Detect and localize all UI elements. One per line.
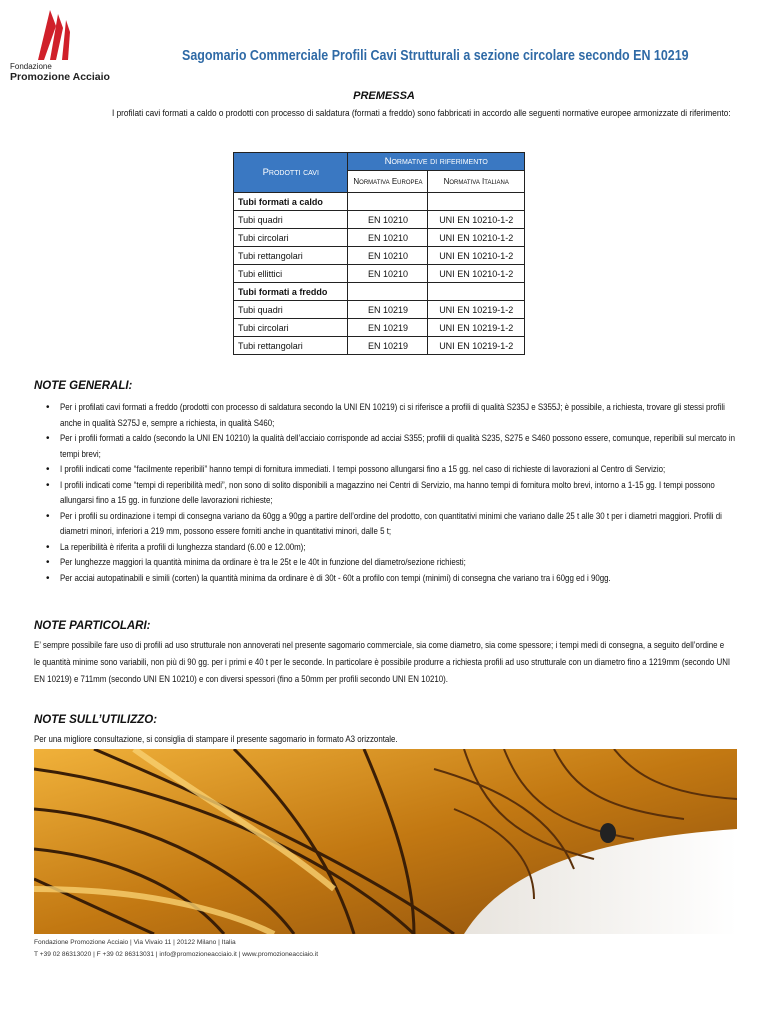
table-group-row: [234, 193, 525, 211]
product-cell: Tubi rettangolari: [234, 337, 348, 355]
group-label: Tubi formati a freddo: [234, 283, 348, 301]
table-row: [234, 265, 525, 283]
list-item-text: Per i profili su ordinazione i tempi di consegna variano da 60gg a 90gg a partire dell’ordine del prodotto, con quantitativi minimi che variano dalle 25 t alle 30 t per i diametri maggiori. Profili di diametri minori, inferiori a 219 mm, possono essere forniti anche in quantitativi minori, dalle 5 t;: [60, 510, 722, 536]
footer-address: Fondazione Promozione Acciaio | Via Vivaio 11 | 20122 Milano | Italia: [34, 939, 236, 946]
it-norm-cell: UNI EN 10219-1-2: [428, 337, 525, 355]
page-title: Sagomario Commerciale Profili Cavi Strutturali a sezione circolare secondo EN 10219: [182, 48, 689, 64]
subheader-eu: Normativa Europea: [348, 171, 428, 193]
eu-norm-cell: EN 10219: [348, 337, 428, 355]
it-norm-cell: UNI EN 10210-1-2: [428, 229, 525, 247]
note-utilizzo-text: [34, 734, 457, 744]
header-products: Prodotti cavi: [234, 153, 348, 193]
table-row: [234, 301, 525, 319]
list-item: [46, 555, 746, 571]
list-item-text: Per i profili formati a caldo (secondo la UNI EN 10210) la qualità dell’acciaio corrisponde ad acciai S355; profili di qualità S235, S275 e S460 possono essere, comunque, reperibili sul mercato in tempi brevi;: [60, 433, 736, 459]
logo-text-line2: Promozione Acciaio: [10, 71, 110, 83]
table-row: [234, 319, 525, 337]
list-item: [46, 478, 746, 509]
product-cell: Tubi rettangolari: [234, 247, 348, 265]
logo-text-line1: Fondazione: [10, 62, 52, 71]
eu-norm-cell: EN 10210: [348, 247, 428, 265]
product-cell: Tubi circolari: [234, 229, 348, 247]
product-cell: Tubi ellittici: [234, 265, 348, 283]
it-norm-cell: UNI EN 10210-1-2: [428, 265, 525, 283]
norms-table: [233, 152, 525, 355]
empty-cell: [348, 283, 428, 301]
list-item: [46, 509, 746, 540]
list-item-text: I profili indicati come “tempi di reperibilità medi”, non sono di solito disponibili a magazzino nei Centri di Servizio, ma hanno tempi di fornitura molto brevi, intorno a 1-15 gg. I tempi possono allungarsi fino a 15 gg. in funzione delle lavorazioni richieste;: [60, 479, 715, 505]
eu-norm-cell: EN 10219: [348, 319, 428, 337]
eu-norm-cell: EN 10210: [348, 265, 428, 283]
note-particolari-heading: NOTE PARTICOLARI:: [34, 620, 151, 632]
footer-contacts: T +39 02 86313020 | F +39 02 86313031 | info@promozioneacciaio.it | www.promozioneacciaio.it: [34, 951, 319, 958]
table-row: [234, 229, 525, 247]
table-header-row: [234, 153, 525, 171]
logo: [10, 8, 110, 83]
table-row: [234, 247, 525, 265]
premessa-heading: PREMESSA: [353, 90, 415, 102]
logo-mark-icon: [36, 8, 80, 60]
empty-cell: [428, 283, 525, 301]
group-label: Tubi formati a caldo: [234, 193, 348, 211]
list-item: [46, 431, 746, 462]
eu-norm-cell: EN 10210: [348, 229, 428, 247]
it-norm-cell: UNI EN 10219-1-2: [428, 301, 525, 319]
list-item: [46, 462, 746, 478]
note-particolari-text: [34, 637, 734, 688]
empty-cell: [348, 193, 428, 211]
it-norm-cell: UNI EN 10210-1-2: [428, 211, 525, 229]
table-body: [234, 193, 525, 355]
note-generali-heading: NOTE GENERALI:: [34, 380, 133, 392]
list-item-text: Per acciai autopatinabili e simili (corten) la quantità minima da ordinare è di 30t - 60t a profilo con tempi (minimi) di consegna che variano tra i 60gg ed i 90gg.: [60, 572, 611, 583]
empty-cell: [428, 193, 525, 211]
header-norms: Normative di riferimento: [348, 153, 525, 171]
it-norm-cell: UNI EN 10210-1-2: [428, 247, 525, 265]
list-item: [46, 400, 746, 431]
table-row: [234, 211, 525, 229]
note-utilizzo-heading: NOTE SULL’UTILIZZO:: [34, 714, 158, 726]
list-item: [46, 571, 746, 587]
eu-norm-cell: EN 10219: [348, 301, 428, 319]
product-cell: Tubi quadri: [234, 211, 348, 229]
table-group-row: [234, 283, 525, 301]
steel-structure-photo: [34, 749, 737, 934]
list-item-text: Per i profilati cavi formati a freddo (prodotti con processo di saldatura secondo la UNI EN 10219) ci si riferisce a profili di qualità S235J e S355J; è possibile, a richiesta, trovare gli stessi profili anche in qualità S275J e, sempre a richiesta, in qualità S460;: [60, 402, 725, 428]
table-row: [234, 337, 525, 355]
note-utilizzo-body: Per una migliore consultazione, si consiglia di stampare il presente sagomario in formato A3 orizzontale.: [34, 734, 398, 744]
list-item-text: La reperibilità è riferita a profili di lunghezza standard (6.00 e 12.00m);: [60, 541, 306, 552]
eu-norm-cell: EN 10210: [348, 211, 428, 229]
product-cell: Tubi quadri: [234, 301, 348, 319]
list-item-text: I profili indicati come “facilmente reperibili” hanno tempi di fornitura immediati. I tempi possono allungarsi fino a 15 gg. nel caso di richieste di lavorazioni al Centro di Servizio;: [60, 464, 666, 474]
product-cell: Tubi circolari: [234, 319, 348, 337]
it-norm-cell: UNI EN 10219-1-2: [428, 319, 525, 337]
note-generali-list: [46, 400, 746, 586]
subheader-it: Normativa Italiana: [428, 171, 525, 193]
note-particolari-body: E’ sempre possibile fare uso di profili ad uso strutturale non annoverati nel presente sagomario commerciale, sia come diametro, sia come spessore; i tempi medi di consegna, a seguito dell’ordine e le quantità minime sono variabili, non più di 90 gg. per i primi e 40 t per le seconde. In particolare è possibile produrre a richiesta profili ad uso strutturale con un diametro fino a 1219mm (secondo UNI EN 10219) e 711mm (secondo UNI EN 10210) e con diversi spessori (fino a 50mm per profili secondo UNI EN 10210).: [34, 640, 731, 684]
list-item-text: Per lunghezze maggiori la quantità minima da ordinare è tra le 25t e le 40t in funzione del diametro/sezione richiesti;: [60, 557, 466, 567]
premessa-text: I profilati cavi formati a caldo o prodotti con processo di saldatura (formati a freddo) sono fabbricati in accordo alle seguenti normative europee armonizzate di riferimento:: [112, 108, 731, 119]
list-item: [46, 540, 746, 556]
